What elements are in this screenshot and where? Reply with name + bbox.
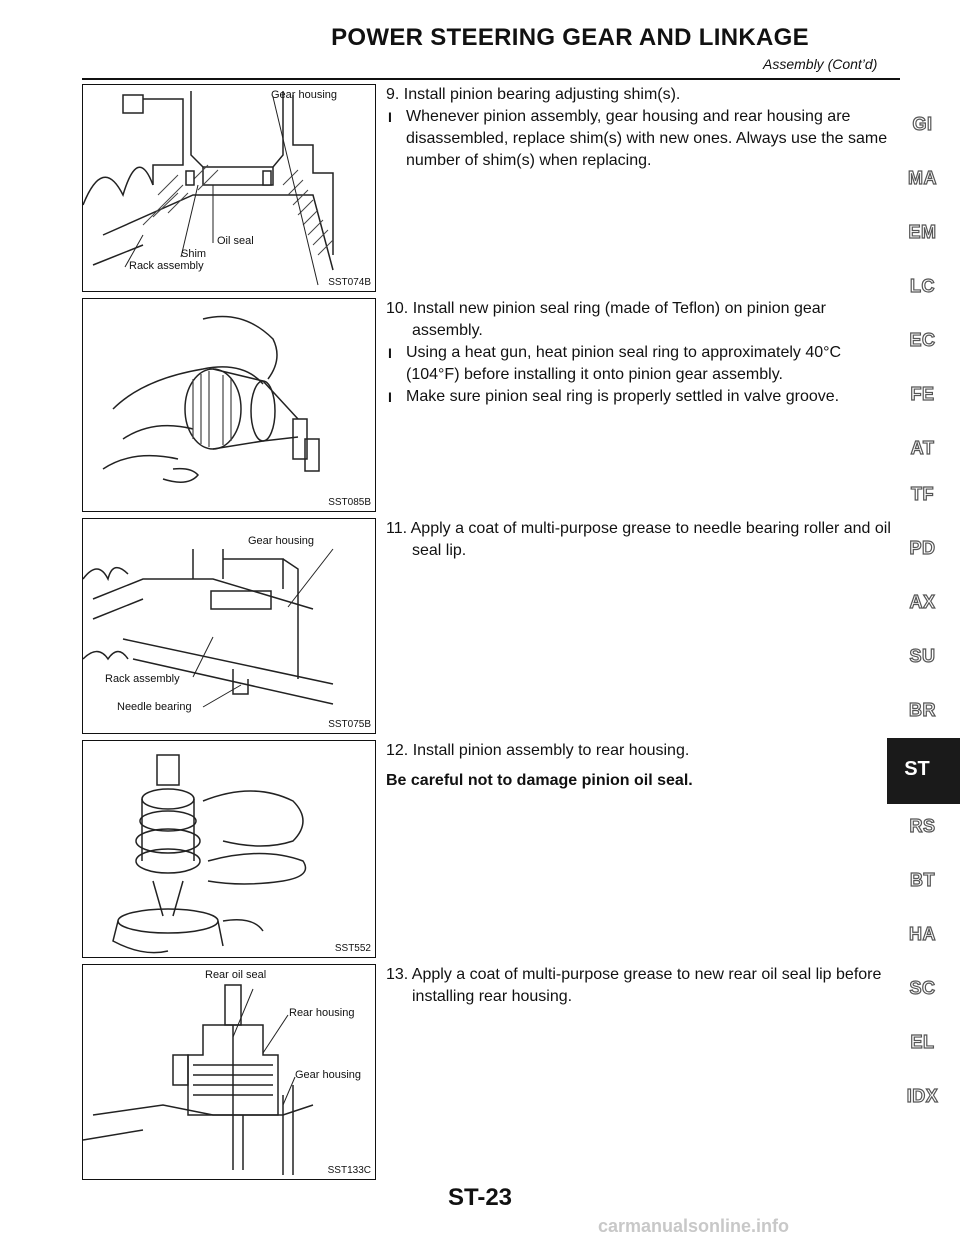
watermark: carmanualsonline.info: [598, 1216, 790, 1236]
figure-code: SST085B: [328, 497, 371, 508]
figure-code: SST075B: [328, 719, 371, 730]
figure-label: Oil seal: [217, 235, 254, 247]
step-text: 10. Install new pinion seal ring (made of Teflon) on pinion gear assembly.: [386, 300, 826, 339]
figure-code: SST074B: [328, 277, 371, 288]
bullet-icon: I: [388, 109, 392, 125]
tab-tf[interactable]: TF: [911, 484, 934, 504]
step-13: [386, 964, 896, 1008]
tab-ma[interactable]: MA: [908, 168, 937, 188]
tab-el[interactable]: EL: [910, 1032, 935, 1052]
step-text: 9. Install pinion bearing adjusting shim(s).: [386, 86, 681, 103]
pinion-assembly-illustration: [83, 741, 376, 958]
figure-label: Shim: [181, 248, 207, 260]
seal-ring-heating-illustration: [83, 299, 376, 512]
figure-label: Gear housing: [248, 535, 315, 547]
tab-em[interactable]: EM: [908, 222, 937, 242]
tab-gi[interactable]: GI: [912, 114, 933, 134]
figure-label: Needle bearing: [117, 701, 192, 713]
figure-label: Gear housing: [271, 89, 338, 101]
figure-sst085b: [82, 298, 376, 512]
step-10: [386, 298, 896, 408]
shim-installation-illustration: [83, 85, 376, 292]
tab-ha[interactable]: HA: [909, 924, 936, 944]
bullet-text: Whenever pinion assembly, gear housing and rear housing are disassembled, replace shim(s) with new ones. Always use the same number of shim(s) when replacing.: [406, 108, 888, 169]
figure-sst552: [82, 740, 376, 958]
bullet-item: [386, 386, 896, 408]
figure-label: Rack assembly: [129, 260, 204, 272]
tab-lc[interactable]: LC: [910, 276, 935, 296]
active-tab-label: ST: [904, 758, 930, 780]
tab-st-active[interactable]: [887, 738, 960, 804]
tab-ax[interactable]: AX: [909, 592, 936, 612]
figure-label: Rear oil seal: [205, 969, 267, 981]
tab-at[interactable]: AT: [910, 438, 935, 458]
bullet-item: [386, 342, 896, 386]
tab-idx[interactable]: IDX: [906, 1086, 939, 1106]
tab-fe[interactable]: FE: [910, 384, 935, 404]
tab-bt[interactable]: BT: [910, 870, 935, 890]
page-title: POWER STEERING GEAR AND LINKAGE: [331, 24, 809, 51]
tab-pd[interactable]: PD: [909, 538, 936, 558]
step-11: [386, 518, 896, 562]
figure-sst075b: [82, 518, 376, 734]
tab-sc[interactable]: SC: [909, 978, 936, 998]
bullet-text: Using a heat gun, heat pinion seal ring to approximately 40°C (104°F) before installing it onto pinion gear assembly.: [406, 344, 842, 383]
caution-text: Be careful not to damage pinion oil seal.: [386, 772, 693, 789]
figure-label: Rack assembly: [105, 673, 180, 685]
page-subtitle: Assembly (Cont’d): [763, 56, 878, 72]
bullet-item: [386, 106, 896, 172]
bullet-icon: I: [388, 345, 392, 361]
step-text: 13. Apply a coat of multi-purpose grease to new rear oil seal lip before installing rear housing.: [386, 966, 882, 1005]
step-text: 11. Apply a coat of multi-purpose grease to needle bearing roller and oil seal lip.: [386, 520, 891, 559]
step-9: [386, 84, 896, 172]
bullet-icon: I: [388, 389, 392, 405]
tab-br[interactable]: BR: [909, 700, 936, 720]
figure-code: SST133C: [327, 1165, 371, 1176]
figure-sst074b: [82, 84, 376, 292]
page-number: ST-23: [447, 1184, 513, 1211]
page-header: [240, 24, 900, 52]
bullet-text: Make sure pinion seal ring is properly settled in valve groove.: [406, 388, 840, 405]
figure-code: SST552: [334, 943, 371, 954]
step-text: 12. Install pinion assembly to rear housing.: [386, 742, 690, 759]
tab-su[interactable]: SU: [909, 646, 936, 666]
figure-sst133c: [82, 964, 376, 1180]
figure-label: Gear housing: [295, 1069, 362, 1081]
tab-ec[interactable]: EC: [909, 330, 936, 350]
tab-rs[interactable]: RS: [909, 816, 936, 836]
figure-label: Rear housing: [289, 1007, 355, 1019]
step-12: [386, 740, 896, 792]
header-divider: [82, 78, 900, 80]
